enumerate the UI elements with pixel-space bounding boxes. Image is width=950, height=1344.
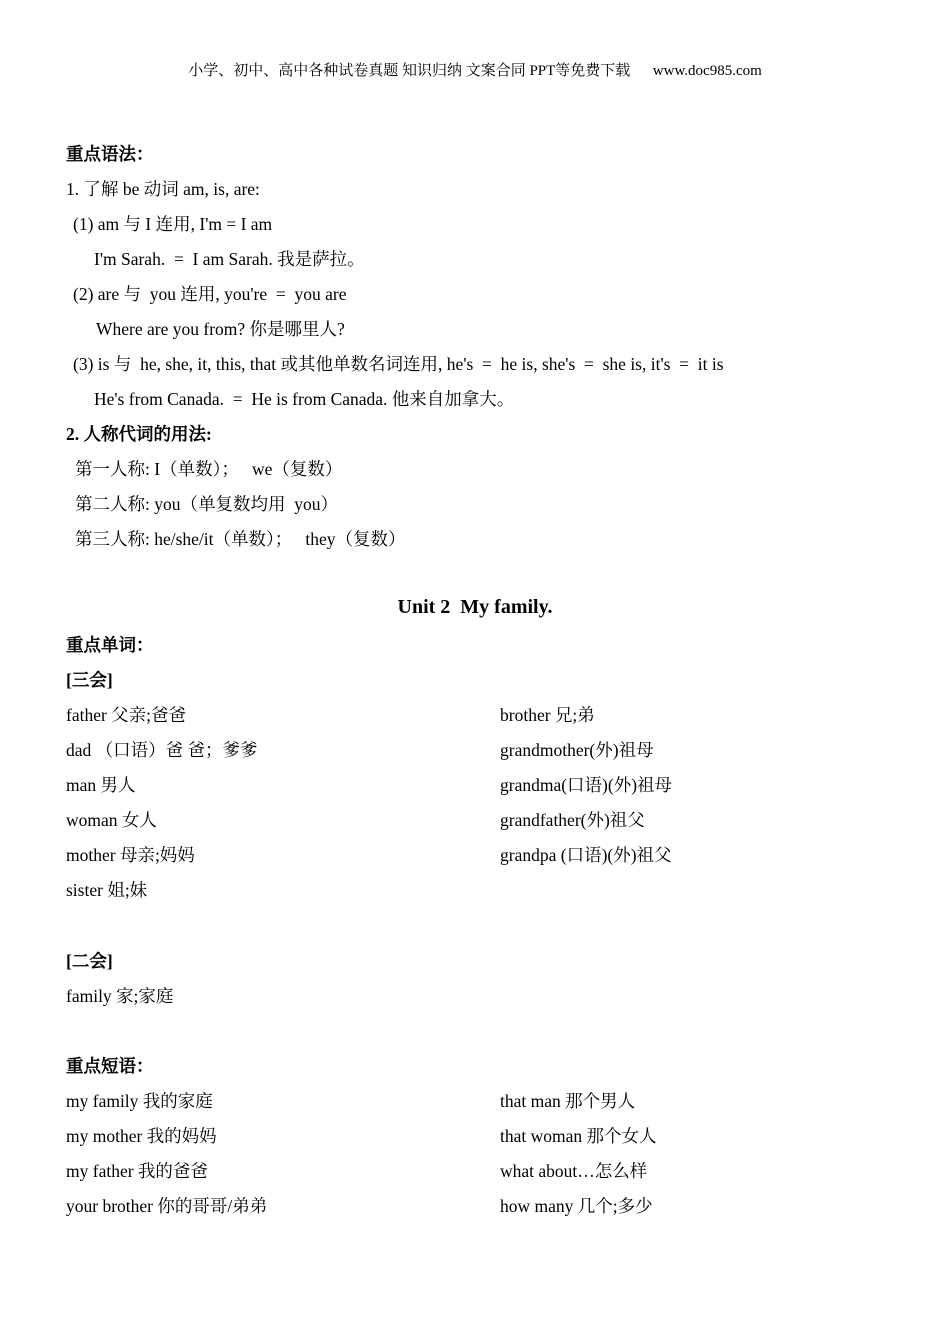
vocab-heading: 重点单词： bbox=[66, 635, 154, 655]
vocab-item: grandma(口语)(外)祖母 bbox=[500, 775, 673, 795]
phrase-item: my family 我的家庭 bbox=[66, 1091, 213, 1111]
vocab-item: mother 母亲;妈妈 bbox=[66, 845, 195, 865]
is-example: He's from Canada. = He is from Canada. 他来自加拿大。 bbox=[94, 389, 515, 409]
phrase-item: what about…怎么样 bbox=[500, 1161, 648, 1181]
are-rule: (2) are 与 you 连用, you're = you are bbox=[73, 284, 347, 304]
phrase-heading: 重点短语： bbox=[66, 1056, 154, 1076]
pronoun-title: 2. 人称代词的用法: bbox=[66, 424, 212, 444]
am-example: I'm Sarah. = I am Sarah. 我是萨拉。 bbox=[94, 249, 365, 269]
phrase-item: your brother 你的哥哥/弟弟 bbox=[66, 1196, 268, 1216]
vocab-item: father 父亲;爸爸 bbox=[66, 705, 187, 725]
vocab-item: sister 姐;妹 bbox=[66, 880, 148, 900]
vocab-item: grandfather(外)祖父 bbox=[500, 810, 645, 830]
phrase-item: that man 那个男人 bbox=[500, 1091, 636, 1111]
phrase-item: how many 几个;多少 bbox=[500, 1196, 653, 1216]
page-header: 小学、初中、高中各种试卷真题 知识归纳 文案合同 PPT等免费下载 www.doc985.com bbox=[188, 63, 762, 79]
phrase-item: my mother 我的妈妈 bbox=[66, 1126, 217, 1146]
vocab-item: brother 兄;弟 bbox=[500, 705, 595, 725]
be-verb-title: 1. 了解 be 动词 am, is, are: bbox=[66, 179, 260, 199]
second-person: 第二人称: you（单复数均用 you） bbox=[75, 494, 338, 514]
vocab-item: family 家;家庭 bbox=[66, 986, 174, 1006]
vocab-item: grandmother(外)祖母 bbox=[500, 740, 654, 760]
vocab-item: woman 女人 bbox=[66, 810, 157, 830]
vocab-item: man 男人 bbox=[66, 775, 136, 795]
phrase-item: that woman 那个女人 bbox=[500, 1126, 657, 1146]
level3-label: [三会] bbox=[66, 670, 113, 690]
am-rule: (1) am 与 I 连用, I'm = I am bbox=[73, 214, 273, 234]
unit-title: Unit 2 My family. bbox=[397, 596, 553, 618]
is-rule: (3) is 与 he, she, it, this, that 或其他单数名词连用, he's = he is, she's = she is, it's = it is bbox=[73, 354, 724, 374]
phrase-item: my father 我的爸爸 bbox=[66, 1161, 208, 1181]
are-example: Where are you from? 你是哪里人? bbox=[96, 319, 345, 339]
grammar-heading: 重点语法： bbox=[66, 144, 154, 164]
third-person: 第三人称: he/she/it（单数）； they（复数） bbox=[75, 529, 406, 549]
vocab-item: dad （口语）爸 爸；爹爹 bbox=[66, 740, 258, 760]
vocab-item: grandpa (口语)(外)祖父 bbox=[500, 845, 672, 865]
level2-label: [二会] bbox=[66, 951, 113, 971]
first-person: 第一人称: I（单数）； we（复数） bbox=[75, 459, 343, 479]
